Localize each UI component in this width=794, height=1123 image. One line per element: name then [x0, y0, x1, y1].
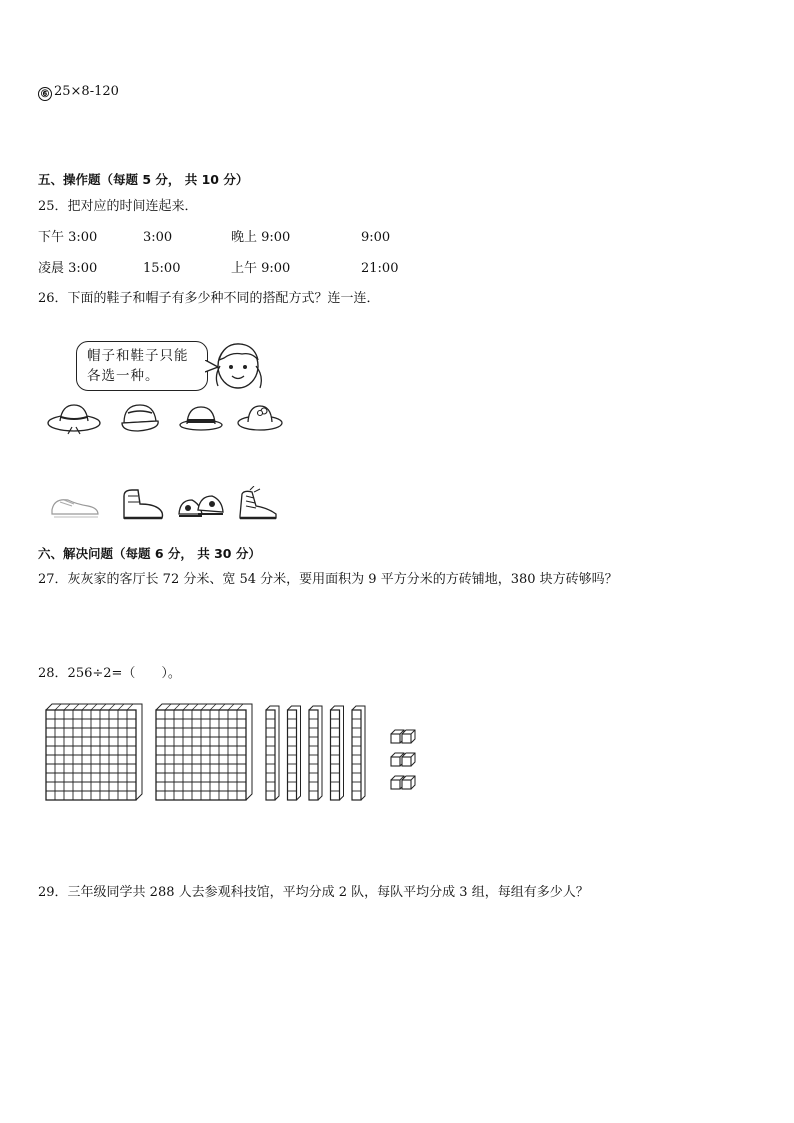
boots-icon [118, 486, 168, 522]
q25-item-r1c3: 晚上 9:00 [231, 230, 291, 245]
section-6-title: 六、解决问题（每题 6 分， 共 30 分） [38, 546, 261, 561]
question-28: 28．256÷2=（ ）。 [38, 666, 181, 681]
ten-rod [266, 706, 279, 800]
one-cube [402, 753, 415, 766]
q25-item-r2c1: 凌晨 3:00 [38, 261, 98, 276]
q25-item-r2c3: 上午 9:00 [231, 261, 291, 276]
base-ten-blocks [44, 702, 424, 802]
question-27: 27．灰灰家的客厅长 72 分米、宽 54 分米，要用面积为 9 平方分米的方砖铺地，380 块方砖够吗？ [38, 572, 618, 587]
speech-line-2: 各选一种。 [87, 368, 160, 384]
sun-hat-icon [46, 401, 102, 435]
q25-item-r1c4: 9:00 [361, 230, 391, 245]
flower-hat-icon [236, 401, 284, 435]
item-6-number: ⑥ [38, 87, 52, 101]
item-6-expression: 25×8-120 [54, 84, 119, 99]
one-cube [402, 730, 415, 743]
ten-rod [352, 706, 365, 800]
ten-rod [309, 706, 322, 800]
question-29: 29．三年级同学共 288 人去参观科技馆，平均分成 2 队，每队平均分成 3 组，每组有多少人？ [38, 885, 589, 900]
cap-icon [118, 401, 162, 435]
speech-line-1: 帽子和鞋子只能 [87, 348, 189, 364]
q25-item-r2c2: 15:00 [143, 261, 181, 276]
girl-icon [212, 336, 268, 396]
sneakers-light-icon [48, 490, 102, 520]
high-top-shoes-icon [234, 486, 282, 522]
speech-bubble [76, 341, 208, 391]
q25-item-r1c1: 下午 3:00 [38, 230, 98, 245]
fedora-hat-icon [178, 403, 224, 433]
hundred-flat [156, 704, 252, 800]
ten-rod [331, 706, 344, 800]
one-cube [402, 776, 415, 789]
q25-item-r2c4: 21:00 [361, 261, 399, 276]
question-26: 26．下面的鞋子和帽子有多少种不同的搭配方式？连一连． [38, 291, 380, 306]
sneakers-pair-icon [176, 488, 226, 522]
section-5-title: 五、操作题（每题 5 分， 共 10 分） [38, 172, 249, 187]
question-25: 25．把对应的时间连起来． [38, 199, 198, 214]
hundred-flat [46, 704, 142, 800]
ten-rod [288, 706, 301, 800]
base-ten-blocks-group [46, 704, 415, 800]
q25-item-r1c2: 3:00 [143, 230, 173, 245]
item-6 [38, 84, 119, 101]
